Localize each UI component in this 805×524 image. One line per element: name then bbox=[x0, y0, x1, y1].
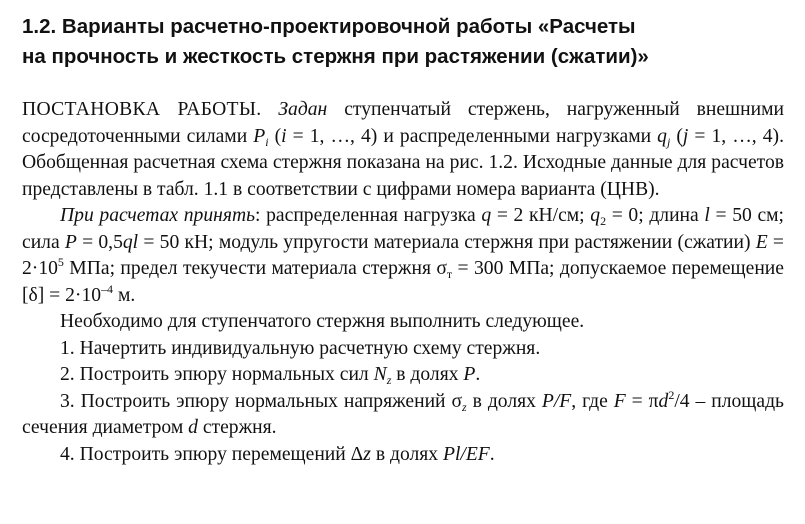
statement-lead: ПОСТАНОВКА РАБОТЫ. bbox=[22, 99, 262, 120]
as-P: P bbox=[64, 231, 77, 253]
sub-i: i bbox=[265, 134, 269, 149]
as-t4: = 50 см; сила bbox=[22, 205, 784, 253]
item3-sigma-sub: z bbox=[462, 399, 467, 414]
list-item-1: 1. Начертить индивидуальную расчетную схему стержня. bbox=[60, 337, 541, 359]
list-item-4 bbox=[22, 442, 784, 469]
statement-text-e: = 1, …, 4). Обобщенная расчетная схема стержня показана на рис. 1.2. Исходные данные для расчетов представлены в табл. 1.1 в соответствии с цифрами номера варианта (ЦНВ). bbox=[22, 125, 784, 200]
assumptions-lead: При расчетах принять bbox=[60, 205, 256, 226]
section-heading bbox=[22, 12, 649, 72]
paragraph-assumptions bbox=[22, 203, 784, 309]
statement-text-c: = 1, …, 4) и распределенными нагрузками bbox=[286, 125, 652, 147]
paragraph-statement bbox=[22, 97, 784, 203]
as-q2: q bbox=[590, 205, 601, 226]
statement-text-d: ( bbox=[676, 125, 683, 147]
as-t10: м. bbox=[113, 284, 136, 306]
item2-c: . bbox=[475, 364, 481, 385]
as-q2-sub: 2 bbox=[600, 214, 607, 228]
var-i: i bbox=[281, 125, 287, 147]
item2-N-sub: z bbox=[386, 373, 392, 387]
item3-dd: d bbox=[658, 390, 669, 412]
item4-z: z bbox=[363, 443, 371, 465]
as-t3: = 0; длина bbox=[606, 205, 705, 226]
document-body bbox=[22, 97, 784, 468]
item3-e: /4 – площадь сечения диаметром bbox=[22, 390, 784, 438]
as-t6: = 50 кН; модуль упругости материала стержня при растяжении (сжатии) bbox=[138, 231, 756, 253]
item4-c: . bbox=[489, 443, 495, 465]
item4-frac: Pl/EF bbox=[442, 443, 490, 465]
as-t9: = 300 МПа; допускаемое перемещение [δ] = 2·10 bbox=[22, 258, 784, 306]
heading-line-2: на прочность и жесткость стержня при растяжении (сжатии)» bbox=[22, 45, 649, 68]
as-t-sub: т bbox=[446, 267, 453, 281]
item3-PF: P/F bbox=[541, 390, 572, 412]
as-t7: = 2·10 bbox=[22, 231, 784, 279]
var-P: P bbox=[253, 125, 266, 147]
item3-c: , где bbox=[571, 390, 614, 412]
item2-b: в долях bbox=[391, 364, 464, 385]
paragraph-required: Необходимо для ступенчатого стержня выполнить следующее. bbox=[60, 311, 585, 332]
statement-text-b: ( bbox=[274, 125, 282, 147]
item4-a: 4. Построить эпюру перемещений Δ bbox=[60, 443, 364, 465]
as-l: l bbox=[704, 205, 710, 226]
as-q: q bbox=[481, 205, 492, 226]
item3-d: = π bbox=[625, 390, 659, 412]
item3-f: стержня. bbox=[197, 417, 277, 438]
var-q: q bbox=[657, 125, 667, 147]
list-item-3 bbox=[22, 389, 784, 442]
heading-line-1: 1.2. Варианты расчетно-проектировочной работы «Расчеты bbox=[22, 15, 636, 38]
item3-a: 3. Построить эпюру нормальных напряжений σ bbox=[60, 390, 463, 412]
item3-b: в долях bbox=[466, 390, 542, 412]
item3-d2: d bbox=[188, 417, 198, 438]
item3-sq: 2 bbox=[668, 387, 675, 402]
as-E: E bbox=[755, 231, 768, 253]
statement-given: Задан bbox=[278, 99, 328, 120]
statement-text-a: ступенчатый стержень, нагруженный внешними сосредоточенными силами bbox=[22, 99, 784, 147]
var-j: j bbox=[682, 125, 689, 147]
item4-b: в долях bbox=[370, 443, 443, 465]
item2-P: P bbox=[463, 364, 476, 385]
as-exp5: 5 bbox=[57, 255, 64, 269]
item2-N: N bbox=[373, 364, 387, 385]
list-item-2 bbox=[22, 362, 784, 389]
as-exp-m4: –4 bbox=[101, 281, 114, 296]
as-t2: = 2 кН/см; bbox=[491, 205, 591, 226]
as-t1: : распределенная нагрузка bbox=[255, 205, 482, 226]
as-t8: МПа; предел текучести материала стержня σ bbox=[63, 258, 447, 279]
as-t5: = 0,5 bbox=[76, 231, 123, 253]
item2-a: 2. Построить эпюру нормальных сил bbox=[60, 364, 374, 385]
sub-j: j bbox=[666, 134, 671, 149]
item3-F: F bbox=[613, 390, 626, 412]
as-ql: ql bbox=[122, 231, 139, 253]
